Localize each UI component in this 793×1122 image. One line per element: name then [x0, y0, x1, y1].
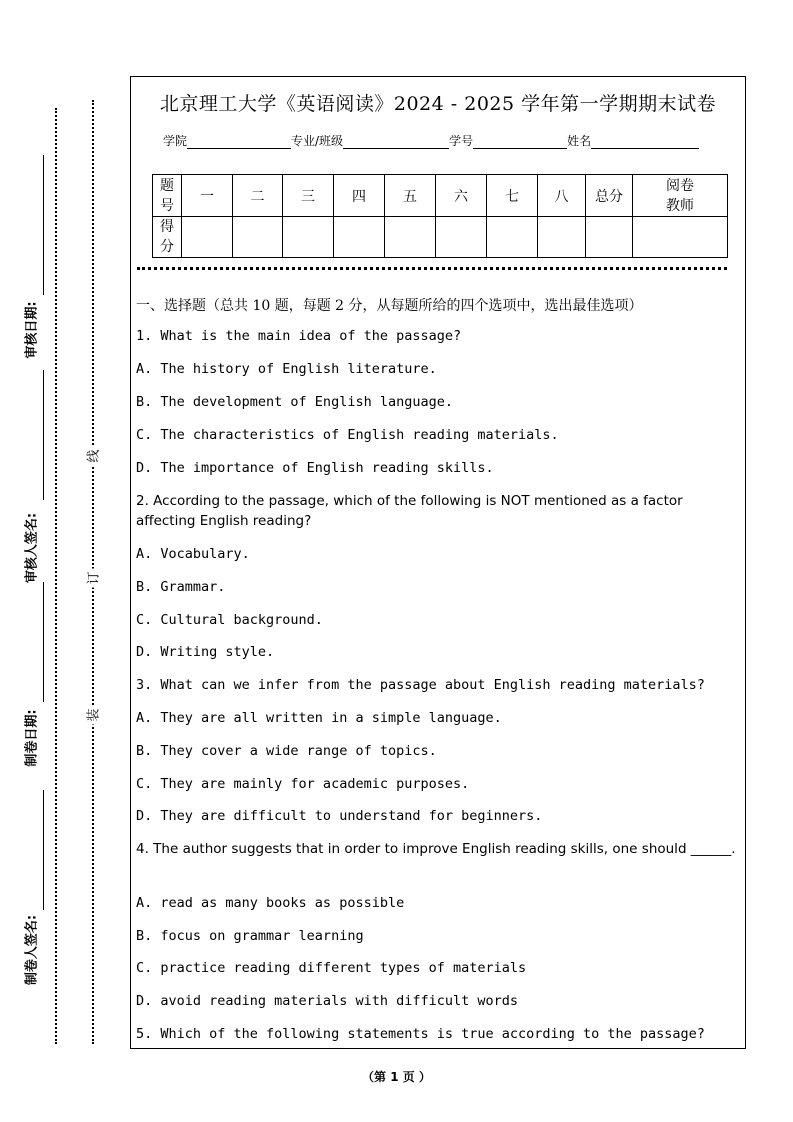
college-field[interactable]: [187, 134, 291, 149]
question-1: 1. What is the main idea of the passage?: [136, 328, 462, 344]
binding-mark-line: 线: [83, 446, 102, 465]
col-header-5: 五: [385, 175, 436, 217]
dotted-separator: [137, 267, 727, 270]
q3-option-b: B. They cover a wide range of topics.: [136, 743, 437, 759]
binding-dotted-line-outer: [55, 108, 57, 1044]
q4-option-a: A. read as many books as possible: [136, 895, 405, 911]
reviewer-date-blank[interactable]: [43, 155, 44, 295]
binding-mark-bind: 订: [83, 568, 102, 587]
exam-frame: [130, 76, 746, 1049]
section-1-heading: 一、选择题（总共 10 题，每题 2 分，从每题所给的四个选项中，选出最佳选项）: [136, 298, 643, 314]
col-header-7: 七: [487, 175, 538, 217]
q2-option-a: A. Vocabulary.: [136, 546, 250, 562]
col-header-1: 一: [182, 175, 233, 217]
col-header-total: 总分: [586, 175, 633, 217]
col-header-2: 二: [233, 175, 283, 217]
maker-date-label: 制卷日期:: [24, 709, 40, 767]
header-label-char-1: 题: [160, 177, 174, 194]
maker-signature-label: 制卷人签名:: [24, 914, 40, 986]
col-header-3: 三: [283, 175, 334, 217]
q4-option-b: B. focus on grammar learning: [136, 928, 364, 944]
score-label-cell: [153, 217, 182, 258]
maker-signature-blank[interactable]: [43, 790, 44, 910]
exam-title: 北京理工大学《英语阅读》2024 - 2025 学年第一学期期末试卷: [159, 93, 717, 115]
q1-option-a: A. The history of English literature.: [136, 361, 437, 377]
score-cell-1[interactable]: [182, 217, 233, 258]
student-info-row: [163, 132, 699, 149]
reviewer-date-label: 审核日期:: [24, 301, 40, 359]
score-table-score-row: [153, 217, 728, 258]
q4-option-c: C. practice reading different types of materials: [136, 960, 527, 976]
grader-char-2: 教师: [666, 197, 694, 214]
score-cell-2[interactable]: [233, 217, 283, 258]
q3-option-c: C. They are mainly for academic purposes.: [136, 776, 470, 792]
q4-option-d: D. avoid reading materials with difficult words: [136, 993, 519, 1009]
score-cell-4[interactable]: [334, 217, 385, 258]
grader-char-1: 阅卷: [666, 177, 694, 194]
binding-mark-mount: 装: [83, 705, 102, 724]
college-label: 学院: [163, 134, 188, 148]
reviewer-signature-label: 审核人签名:: [24, 512, 40, 584]
header-label-char-2: 号: [160, 197, 174, 214]
score-cell-8[interactable]: [538, 217, 586, 258]
q2-option-c: C. Cultural background.: [136, 612, 323, 628]
student-id-label: 学号: [449, 134, 474, 148]
reviewer-signature-blank[interactable]: [43, 370, 44, 500]
name-label: 姓名: [567, 134, 592, 148]
score-cell-3[interactable]: [283, 217, 334, 258]
col-header-6: 六: [436, 175, 487, 217]
question-5: 5. Which of the following statements is true according to the passage?: [136, 1026, 705, 1042]
score-cell-5[interactable]: [385, 217, 436, 258]
maker-date-blank[interactable]: [43, 582, 44, 702]
score-label-char-2: 分: [160, 239, 174, 255]
q2-option-b: B. Grammar.: [136, 579, 226, 595]
name-field[interactable]: [591, 134, 699, 149]
score-cell-7[interactable]: [487, 217, 538, 258]
score-cell-grader[interactable]: [633, 217, 728, 258]
score-cell-6[interactable]: [436, 217, 487, 258]
col-header-grader: [633, 175, 728, 217]
score-table: [152, 174, 728, 258]
major-label: 专业/班级: [291, 134, 344, 148]
score-label-char-1: 得: [160, 219, 174, 235]
col-header-4: 四: [334, 175, 385, 217]
question-2: 2. According to the passage, which of the following is NOT mentioned as a factor affecting English reading?: [136, 493, 683, 529]
q1-option-c: C. The characteristics of English reading materials.: [136, 427, 559, 443]
q1-option-d: D. The importance of English reading skills.: [136, 460, 494, 476]
q2-option-d: D. Writing style.: [136, 644, 275, 660]
binding-strip: [0, 0, 125, 1122]
page-number: （第 1 页 ）: [362, 1070, 431, 1084]
score-table-header-row: [153, 175, 728, 217]
col-header-8: 八: [538, 175, 586, 217]
score-cell-total[interactable]: [586, 217, 633, 258]
question-4: 4. The author suggests that in order to improve English reading skills, one should ______.: [136, 841, 736, 857]
major-field[interactable]: [343, 134, 449, 149]
q3-option-a: A. They are all written in a simple language.: [136, 710, 502, 726]
q1-option-b: B. The development of English language.: [136, 394, 453, 410]
question-3: 3. What can we infer from the passage about English reading materials?: [136, 677, 705, 693]
student-id-field[interactable]: [473, 134, 567, 149]
header-label-cell: [153, 175, 182, 217]
q3-option-d: D. They are difficult to understand for beginners.: [136, 808, 543, 824]
